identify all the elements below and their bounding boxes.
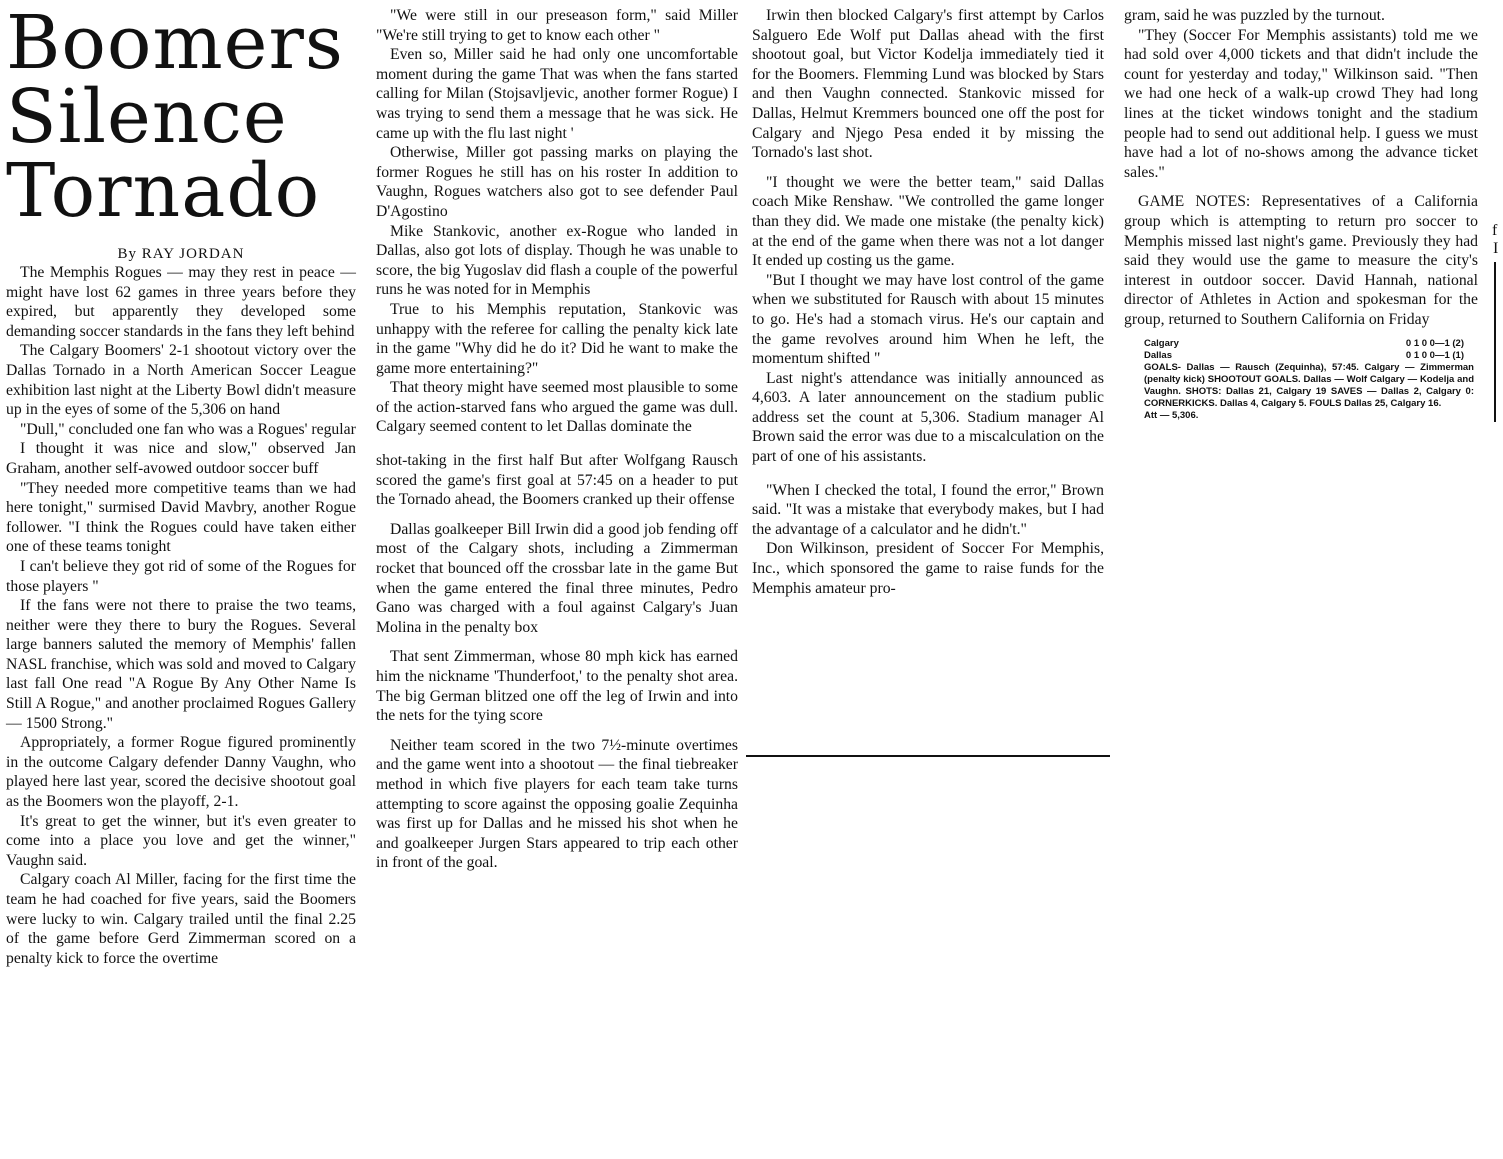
paragraph: "We were still in our preseason form," said Miller "We're still trying to get to know each other " bbox=[376, 7, 738, 44]
paragraph: gram, said he was puzzled by the turnout. bbox=[1124, 7, 1385, 24]
paragraph: That theory might have seemed most plausible to some of the action-starved fans who argued the game was dull. Calgary seemed content to let Dallas dominate the bbox=[376, 379, 738, 436]
box-score-attendance: Att — 5,306. bbox=[1144, 409, 1199, 421]
paragraph: "They needed more competitive teams than we had here tonight," surmised David Mavbry, another Rogue follower. "I think the Rogues could have taken either one of these teams tonight bbox=[6, 479, 356, 556]
paragraph: Don Wilkinson, president of Soccer For Memphis, Inc., which sponsored the game to raise funds for the Memphis amateur pro- bbox=[752, 540, 1104, 597]
paragraph: The Memphis Rogues — may they rest in peace — might have lost 62 games in three years before they expired, but apparently they developed some demanding soccer standards in the fans they left behind bbox=[6, 264, 356, 340]
paragraph: "But I thought we may have lost control of the game when we substituted for Rausch with about 15 minutes to go. He's had a stomach virus. He's our captain and the game revolves around him When he left, the momentum shifted " bbox=[752, 271, 1104, 368]
box-score-summary: GOALS- Dallas — Rausch (Zequinha), 57:45. Calgary — Zimmerman (penalty kick) SHOOTOUT GOALS. Dallas — Wolf Calgary — Kodelja and Vaughn. SHOTS: Dallas 21, Calgary 19 SAVES — Dallas 2, Calgary 0: CORNERKICKS. Dallas 4, Calgary 5. FOULS Dallas 25, Calgary 16. bbox=[1144, 361, 1474, 409]
paragraph: If the fans were not there to praise the two teams, neither were they there to bury the Rogues. Several large banners saluted the memory of Memphis' fallen NASL franchise, which was sold and moved to Calgary last fall One read "A Rogue By Any Other Name Is Still A Rogue," and another proclaimed Rogues Gallery — 1500 Strong." bbox=[6, 597, 356, 732]
byline: By RAY JORDAN bbox=[117, 246, 245, 262]
paragraph: Last night's attendance was initially announced as 4,603. A later announcement on the stadium public address set the count at 5,306. Stadium manager Al Brown said the error was due to a miscalculation on the part of one of his assistants. bbox=[752, 369, 1104, 466]
margin-rule bbox=[1494, 262, 1496, 422]
paragraph: Otherwise, Miller got passing marks on playing the former Rogues he still has on his roster In addition to Vaughn, Rogues watchers also got to see defender Paul D'Agostino bbox=[376, 144, 738, 220]
column-1 bbox=[6, 0, 356, 968]
paragraph: That sent Zimmerman, whose 80 mph kick has earned him the nickname 'Thunderfoot,' to the penalty shot area. The big German blitzed one off the leg of Irwin and into the nets for the tying score bbox=[376, 648, 738, 725]
paragraph: True to his Memphis reputation, Stankovic was unhappy with the referee for calling the penalty kick late in the game "Why did he do it? Did he want to make the game more entertaining?" bbox=[376, 300, 738, 377]
box-score bbox=[1124, 338, 1478, 422]
paragraph: "They (Soccer For Memphis assistants) told me we had sold over 4,000 tickets and that didn't include the count for yesterday and today," Wilkinson said. "Then we had one heck of a walk-up crowd They had long lines at the ticket windows tonight and the stadium people had to send out additional help. I guess we must have had a lot of no-shows among the advance ticket sales." bbox=[1124, 26, 1478, 181]
headline-line-1: Boomers bbox=[6, 0, 344, 86]
team-score: 0 1 0 0—1 (2) bbox=[1405, 337, 1464, 349]
paragraph: Even so, Miller said he had only one uncomfortable moment during the game That was when the fans started calling for Milan (Stojsavljevic, another former Rogue) I was trying to send them a message that he was sick. He came up with the flu last night ' bbox=[376, 46, 738, 142]
column-2 bbox=[376, 6, 738, 873]
box-score-row bbox=[1144, 338, 1464, 350]
team-name: Calgary bbox=[1144, 337, 1179, 349]
box-score-row bbox=[1144, 350, 1464, 362]
paragraph: The Calgary Boomers' 2-1 shootout victory over the Dallas Tornado in a North American Soccer League exhibition last night at the Liberty Bowl didn't measure up in the eyes of some of the 5,306 on hand bbox=[6, 342, 356, 419]
paragraph: Dallas goalkeeper Bill Irwin did a good job fending off most of the Calgary shots, including a Zimmerman rocket that bounced off the crossbar late in the game But when the game entered the final three minutes, Pedro Gano was charged with a foul against Calgary's Juan Molina in the penalty box bbox=[376, 520, 738, 636]
paragraph: It's great to get the winner, but it's even greater to come into a place you love and get the winner," Vaughn said. bbox=[6, 812, 356, 869]
headline-line-3: Tornado bbox=[6, 148, 321, 234]
paragraph: I can't believe they got rid of some of the Rogues for those players " bbox=[6, 557, 356, 595]
headline bbox=[6, 0, 356, 234]
column-3 bbox=[752, 6, 1104, 598]
paragraph: Mike Stankovic, another ex-Rogue who landed in Dallas, also got lots of display. Though he was unable to score, the big Yugoslav did flash a couple of the powerful runs he was noted for in Memphis bbox=[376, 222, 738, 299]
margin-fragment: f bbox=[1492, 222, 1498, 239]
paragraph: Neither team scored in the two 7½-minute overtimes and the game went into a shootout — the final tiebreaker method in which five players for each team take turns attempting to score against the opposing goalie Zequinha was first up for Dallas and he missed his shot when he and goalkeeper Jurgen Stars appeared to trip each other in front of the goal. bbox=[376, 736, 738, 872]
paragraph: GAME NOTES: Representatives of a California group which is attempting to return pro soccer to Memphis missed last night's game. Previously they had said they would use the game to measure the city's interest in outdoor soccer. David Hannah, national director of Athletes in Action and spokesman for the group, returned to Southern California on Friday bbox=[1124, 193, 1478, 328]
paragraph: Appropriately, a former Rogue figured prominently in the outcome Calgary defender Danny Vaughn, who played here last year, scored the decisive shootout goal as the Boomers won the playoff, 2-1. bbox=[6, 734, 356, 811]
paragraph: Calgary coach Al Miller, facing for the first time the team he had coached for five years, said the Boomers were lucky to win. Calgary trailed until the final 2.25 of the game before Gerd Zimmerman scored on a penalty kick to force the overtime bbox=[6, 871, 356, 967]
headline-line-2: Silence bbox=[6, 74, 288, 160]
column-end-rule bbox=[746, 755, 1110, 757]
paragraph: I thought it was nice and slow," observed Jan Graham, another self-avowed outdoor soccer buff bbox=[6, 440, 356, 477]
paragraph: "I thought we were the better team," said Dallas coach Mike Renshaw. "We controlled the game longer than they did. We made one mistake (the penalty kick) at the end of the game when there was not a lot danger It ended up costing us the game. bbox=[752, 173, 1104, 270]
paragraph: shot-taking in the first half But after Wolfgang Rausch scored the game's first goal at 57:45 on a header to put the Tornado ahead, the Boomers cranked up their offense bbox=[376, 452, 738, 509]
paragraph: "Dull," concluded one fan who was a Rogues' regular bbox=[20, 420, 356, 438]
team-score: 0 1 0 0—1 (1) bbox=[1405, 349, 1464, 361]
team-name: Dallas bbox=[1144, 349, 1172, 361]
column-4 bbox=[1124, 6, 1478, 422]
paragraph: "When I checked the total, I found the error," Brown said. "It was a mistake that everybody makes, but I had the advantage of a calculator and he didn't." bbox=[752, 481, 1104, 538]
paragraph: Irwin then blocked Calgary's first attempt by Carlos Salguero Ede Wolf put Dallas ahead with the first shootout goal, but Victor Kodelja immediately tied it for the Boomers. Flemming Lund was blocked by Stars and then Vaughn connected. Stankovic missed for Dallas, Helmut Kremmers bounced one off the post for Calgary and Njego Pesa ended it by missing the Tornado's last shot. bbox=[752, 7, 1104, 162]
margin-fragment: I bbox=[1493, 240, 1499, 257]
